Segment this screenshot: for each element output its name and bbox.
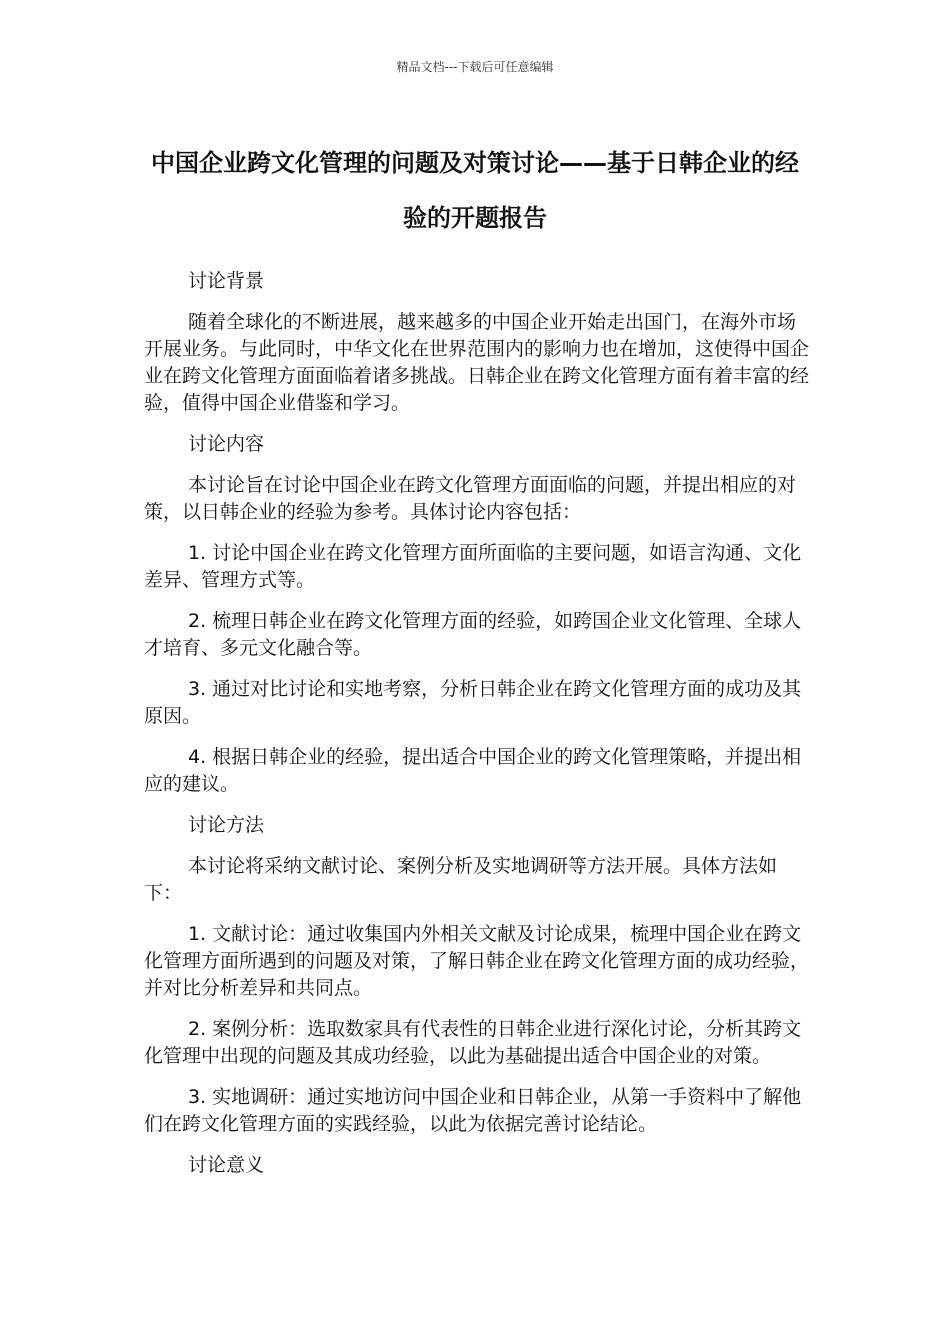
list-item: 3. 实地调研：通过实地访问中国企业和日韩企业，从第一手资料中了解他们在跨文化管理方面的实践经验，以此为依据完善讨论结论。 bbox=[144, 1086, 802, 1135]
list-item: 3. 通过对比讨论和实地考察，分析日韩企业在跨文化管理方面的成功及其原因。 bbox=[144, 678, 802, 727]
list-item: 4. 根据日韩企业的经验，提出适合中国企业的跨文化管理策略，并提出相应的建议。 bbox=[144, 746, 802, 795]
list-item: 2. 案例分析：选取数家具有代表性的日韩企业进行深化讨论，分析其跨文化管理中出现的问题及其成功经验，以此为基础提出适合中国企业的对策。 bbox=[144, 1018, 802, 1067]
section-heading-significance: 讨论意义 bbox=[188, 1154, 265, 1176]
paragraph: 本讨论旨在讨论中国企业在跨文化管理方面面临的问题，并提出相应的对策，以日韩企业的经验为参考。具体讨论内容包括： bbox=[144, 474, 797, 523]
paragraph: 随着全球化的不断进展，越来越多的中国企业开始走出国门，在海外市场开展业务。与此同时，中华文化在世界范围内的影响力也在增加，这使得中国企业在跨文化管理方面面临着诸多挑战。日韩企业在跨文化管理方面有着丰富的经验，值得中国企业借鉴和学习。 bbox=[144, 311, 810, 414]
list-item: 1. 讨论中国企业在跨文化管理方面所面临的主要问题，如语言沟通、文化差异、管理方式等。 bbox=[144, 542, 802, 591]
section-heading-method: 讨论方法 bbox=[188, 814, 265, 836]
list-item: 2. 梳理日韩企业在跨文化管理方面的经验，如跨国企业文化管理、全球人才培育、多元文化融合等。 bbox=[144, 610, 802, 659]
document-title: 中国企业跨文化管理的问题及对策讨论——基于日韩企业的经验的开题报告 bbox=[151, 149, 799, 232]
list-item: 1. 文献讨论：通过收集国内外相关文献及讨论成果，梳理中国企业在跨文化管理方面所遇到的问题及对策，了解日韩企业在跨文化管理方面的成功经验，并对比分析差异和共同点。 bbox=[144, 923, 810, 999]
header-note: 精品文档---下载后可任意编辑 bbox=[396, 60, 554, 74]
section-heading-content: 讨论内容 bbox=[188, 433, 265, 455]
paragraph: 本讨论将采纳文献讨论、案例分析及实地调研等方法开展。具体方法如下： bbox=[144, 855, 778, 904]
document-body bbox=[144, 268, 810, 1193]
section-heading-background: 讨论背景 bbox=[188, 270, 265, 292]
